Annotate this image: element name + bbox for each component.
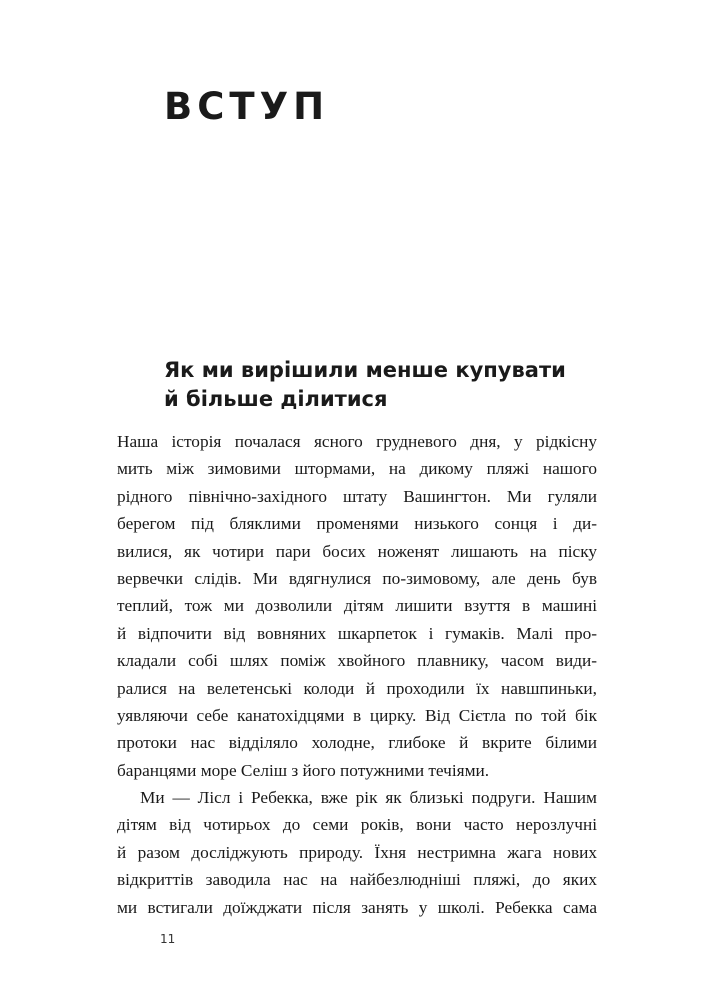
text-line: вилися, як чотири пари босих ноженят лишають на піску xyxy=(117,541,597,561)
text-line: ралися на велетенські колоди й проходили їх навшпиньки, xyxy=(117,678,597,698)
text-line: й разом досліджують природу. Їхня нестримна жага нових xyxy=(117,842,597,862)
text-line: й відпочити від вовняних шкарпеток і гумаків. Малі про- xyxy=(117,623,597,643)
text-line: ми встигали доїжджати після занять у школі. Ребекка сама xyxy=(117,897,597,917)
text-line: Наша історія почалася ясного грудневого дня, у рідкісну xyxy=(117,432,597,451)
chapter-title: ВСТУП xyxy=(164,85,330,128)
page-number: 11 xyxy=(160,932,176,946)
text-line: протоки нас відділяло холодне, глибоке й вкрите білими xyxy=(117,733,597,753)
text-line: дітям від чотирьох до семи років, вони часто нерозлучні xyxy=(117,815,597,835)
text-line: уявляючи себе канатохідцями в цирку. Від Сієтла по той бік xyxy=(117,705,597,725)
text-line: Ми — Лісл і Ребекка, вже рік як близькі подруги. Нашим xyxy=(140,788,597,808)
section-heading-line: Як ми вирішили менше купувати xyxy=(164,358,566,382)
text-line: берегом під бляклими променями низького сонця і ди- xyxy=(117,514,597,534)
body-text xyxy=(117,428,597,921)
text-line: теплий, тож ми дозволили дітям лишити взуття в машині xyxy=(117,596,597,616)
text-line: кладали собі шлях поміж хвойного плавнику, часом види- xyxy=(117,651,597,671)
text-line: вервечки слідів. Ми вдягнулися по-зимовому, але день був xyxy=(117,568,597,588)
section-heading-line: й більше ділитися xyxy=(164,387,388,411)
section-heading xyxy=(164,356,644,414)
text-line: баранцями море Селіш з його потужними течіями. xyxy=(117,760,490,780)
text-line: відкриттів заводила нас на найбезлюдніші пляжі, до яких xyxy=(117,870,597,890)
text-line: рідного північно-західного штату Вашингтон. Ми гуляли xyxy=(117,486,597,506)
text-line: мить між зимовими штормами, на дикому пляжі нашого xyxy=(117,459,597,479)
